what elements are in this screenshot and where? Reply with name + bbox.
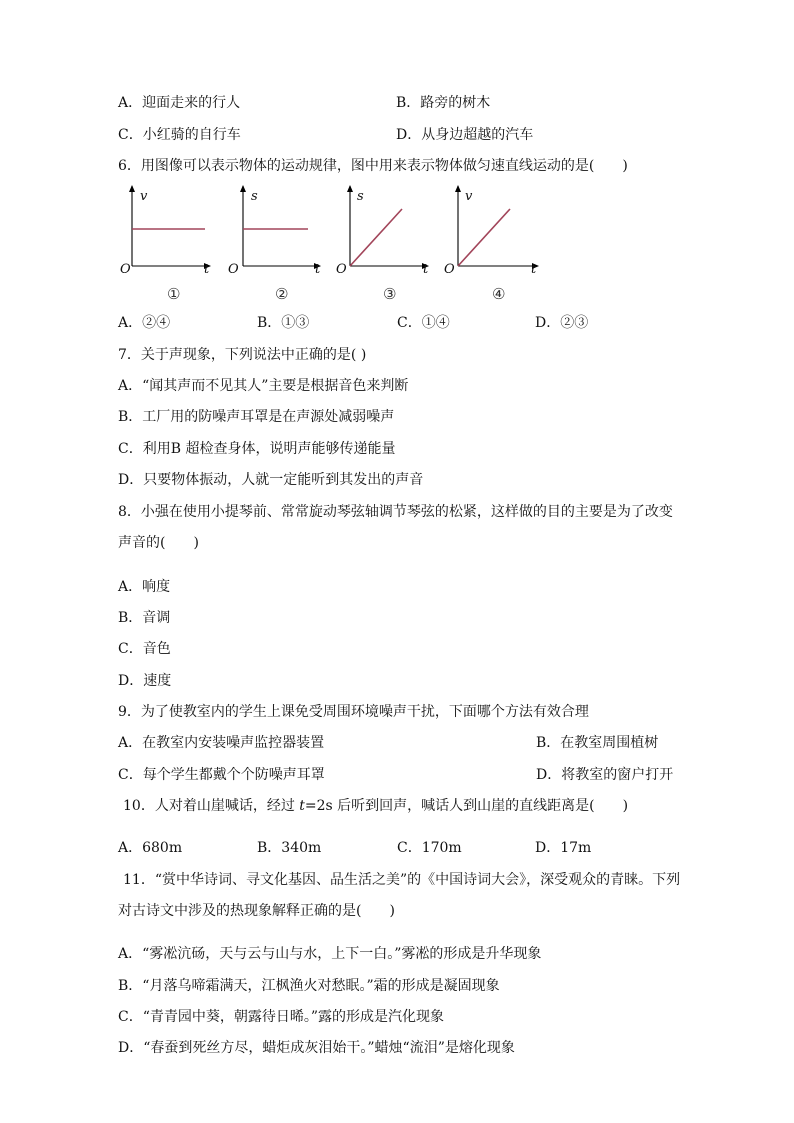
graph-2-origin: O: [228, 262, 239, 277]
graph-3: [336, 186, 429, 303]
q8-stem-line2: 声音的( ): [118, 535, 199, 551]
graph-3-ylabel: s: [357, 189, 364, 204]
q5-option-d: D．从身边超越的汽车: [396, 127, 534, 143]
q7-option-c: C．利用B 超检查身体，说明声能够传递能量: [118, 441, 396, 457]
q8-option-c: C．音色: [118, 641, 171, 657]
q10-option-a: A．680m: [118, 840, 183, 856]
graph-3-line: [350, 209, 402, 266]
q11-option-c: C．“青青园中葵，朝露待日晞。”露的形成是汽化现象: [118, 1009, 445, 1025]
graph-2-number: ②: [275, 285, 289, 303]
q6-option-c: C．①④: [397, 315, 450, 331]
q10-stem-post: =2s 后听到回声，喊话人到山崖的直线距离是( ): [304, 798, 629, 814]
q9-option-b: B．在教室周围植树: [536, 735, 659, 751]
q11-option-d: D．“春蚕到死丝方尽，蜡炬成灰泪始干。”蜡烛“流泪”是熔化现象: [118, 1040, 515, 1056]
q6-graphs-figure: [110, 182, 550, 316]
q11-option-a: A．“雾凇沆砀，天与云与山与水，上下一白。”雾凇的形成是升华现象: [118, 946, 542, 962]
graph-1: [120, 186, 210, 303]
q7-option-b: B．工厂用的防噪声耳罩是在声源处减弱噪声: [118, 409, 395, 425]
graph-3-number: ③: [383, 285, 397, 303]
q7-option-d: D．只要物体振动，人就一定能听到其发出的声音: [118, 472, 424, 488]
graph-4-number: ④: [492, 285, 506, 303]
q10-option-d: D．17m: [535, 840, 592, 856]
graph-3-xlabel: t: [423, 262, 429, 277]
q6-stem: 6．用图像可以表示物体的运动规律，图中用来表示物体做匀速直线运动的是( ): [118, 158, 628, 174]
q11-stem-line2: 对古诗文中涉及的热现象解释正确的是( ): [118, 903, 395, 919]
graph-4-xlabel: t: [531, 262, 537, 277]
graph-4-line: [458, 209, 510, 266]
q9-option-a: A．在教室内安装噪声监控器装置: [118, 735, 325, 751]
q9-option-d: D．将教室的窗户打开: [536, 767, 674, 783]
q5-option-c: C．小红骑的自行车: [118, 127, 241, 143]
graph-1-origin: O: [120, 262, 131, 277]
q8-option-d: D．速度: [118, 673, 172, 689]
q9-option-c: C．每个学生都戴个个防噪声耳罩: [118, 767, 325, 783]
graph-1-xlabel: t: [204, 262, 210, 277]
graph-4: [444, 186, 538, 303]
q10-stem-variable: t: [299, 798, 305, 814]
q6-option-b: B．①③: [257, 315, 310, 331]
q5-option-a: A．迎面走来的行人: [118, 95, 241, 111]
q10-option-c: C．170m: [397, 840, 462, 856]
graph-1-ylabel: v: [140, 189, 148, 204]
q5-option-b: B．路旁的树木: [396, 95, 491, 111]
q10-option-b: B．340m: [257, 840, 322, 856]
q6-option-d: D．②③: [535, 315, 589, 331]
graph-2-ylabel: s: [251, 189, 258, 204]
graph-1-number: ①: [167, 285, 181, 303]
graph-3-origin: O: [336, 262, 347, 277]
q9-stem: 9．为了使教室内的学生上课免受周围环境噪声干扰，下面哪个方法有效合理: [118, 704, 589, 720]
q7-stem: 7．关于声现象，下列说法中正确的是( ): [118, 347, 367, 363]
q8-stem-line1: 8．小强在使用小提琴前、常常旋动琴弦轴调节琴弦的松紧，这样做的目的主要是为了改变: [118, 504, 673, 520]
q6-option-a: A．②④: [118, 315, 171, 331]
q11-stem-line1: 11．“赏中华诗词、寻文化基因、品生活之美”的《中国诗词大会》，深受观众的青睐。下列: [123, 872, 681, 888]
q10-stem: [123, 797, 628, 815]
q10-stem-pre: 10．人对着山崖喊话，经过: [123, 798, 300, 814]
q11-option-b: B．“月落乌啼霜满天，江枫渔火对愁眠。”霜的形成是凝固现象: [118, 978, 500, 994]
q8-option-b: B．音调: [118, 610, 171, 626]
graph-2: [228, 186, 321, 303]
graph-2-xlabel: t: [315, 262, 321, 277]
graph-4-origin: O: [444, 262, 455, 277]
q8-option-a: A．响度: [118, 579, 171, 595]
q7-option-a: A．“闻其声而不见其人”主要是根据音色来判断: [118, 378, 409, 394]
graph-4-ylabel: v: [465, 189, 473, 204]
